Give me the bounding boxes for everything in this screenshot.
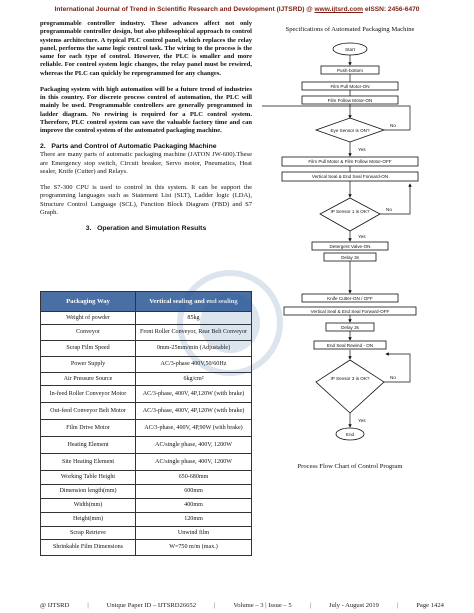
table-cell-parameter: In-feed Roller Conveyor Motor: [41, 386, 136, 403]
table-cell-value: AC/3-phase, 400V, 4P,120W (with brake): [136, 403, 252, 420]
flow-node-end: End: [345, 432, 355, 437]
table-cell-value: 6kg/cm²: [136, 373, 252, 386]
table-cell-value: Front Roller Conveyor, Rear Belt Conveyor: [136, 325, 252, 341]
table-row: [41, 437, 252, 454]
flow-node-vertical-seal-off: Vertical Seal & End Seal Forward-OFF: [310, 309, 390, 314]
table-cell-parameter: Shrinkable Film Dimensions: [41, 540, 136, 556]
table-cell-value: 0mm-25mm/min (Adjustable): [136, 341, 252, 357]
table-cell-value: 650-680mm: [136, 471, 252, 485]
left-column: [40, 20, 252, 234]
flow-label-no: No: [386, 207, 392, 212]
table-row: [41, 420, 252, 437]
table-row: [41, 454, 252, 471]
flowchart-caption: Process Flow Chart of Control Program: [297, 463, 403, 470]
table-row: [41, 403, 252, 420]
table-cell-parameter: Power Supply: [41, 357, 136, 373]
page-footer: @ IJTSRD | Unique Paper ID – IJTSRD26652 | Volume – 3 | Issue – 5 | July - August 2019 | Page 1424: [40, 602, 444, 609]
paragraph-machine-parts: There are many parts of automatic packaging machine (JATON JW-600).These are Emergency stop switch, Circuit breaker, Servo motor, Pneumatics, Heat sealer, Knife (Cutter) and Relays.: [40, 151, 252, 175]
flow-node-motors-off: Film Pull Motor & Film Follow Motor-OFF: [308, 159, 392, 164]
table-cell-value: AC/3-phase, 400V, 4P,120W (with brake): [136, 386, 252, 403]
flow-node-delay-1: Delay 3s: [341, 255, 359, 260]
table-cell-parameter: Site Heating Element: [41, 454, 136, 471]
table-cell-value: W=750 m/m (max.): [136, 540, 252, 556]
flow-node-detergent-valve: Detergent Valve-ON: [329, 244, 371, 249]
table-cell-parameter: Scrap Film Speed: [41, 341, 136, 357]
footer-date: July - August 2019: [328, 602, 379, 609]
table-cell-parameter: Width(mm): [41, 499, 136, 513]
flow-node-end-seal-rewind: End Seal Rewind - ON: [326, 343, 374, 348]
table-cell-value: 120mm: [136, 513, 252, 527]
journal-header: [0, 6, 474, 13]
right-column: [262, 20, 438, 33]
journal-name: International Journal of Trend in Scientific Research and Development (IJTSRD) @: [54, 6, 315, 13]
journal-eissn: eISSN: 2456-6470: [363, 6, 420, 13]
flow-node-knife-cutter: Knife Cutter-ON / OFF: [327, 296, 373, 301]
process-flow-chart: [262, 38, 438, 458]
flow-decision-ip-sensor-1: IP Sensor 1 is OK?: [330, 209, 370, 214]
table-cell-parameter: Weight of powder: [41, 312, 136, 325]
flow-node-film-follow: Film Follow Motor-ON: [327, 98, 373, 103]
section-heading-parts: 2. Parts and Control of Automatic Packaging Machine: [40, 143, 217, 151]
flowchart-title: Specifications of Automated Packaging Machine: [285, 26, 415, 33]
table-cell-parameter: Dimension length(mm): [41, 485, 136, 499]
table-cell-parameter: Working Table Height: [41, 471, 136, 485]
footer-volume: Volume – 3 | Issue – 5: [233, 602, 292, 609]
flow-node-start: Start: [345, 47, 355, 52]
flow-label-yes: Yes: [358, 418, 366, 423]
table-cell-parameter: Conveyor: [41, 325, 136, 341]
table-cell-parameter: Out-feed Conveyor Belt Motor: [41, 403, 136, 420]
flow-label-no: No: [390, 123, 396, 128]
section-heading-results: 3. Operation and Simulation Results: [85, 225, 207, 232]
flow-node-vertical-seal-on: Vertical Seal & End Seal Forward-ON: [311, 174, 389, 179]
flow-label-no: No: [390, 375, 396, 380]
table-cell-value: AC/3-phase, 400V, 4P,90W (with brake): [136, 420, 252, 437]
table-header-cell: Packaging Way: [41, 292, 136, 312]
flow-node-film-pull: Film Pull Motor-ON: [330, 84, 370, 89]
table-cell-parameter: Heating Element: [41, 437, 136, 454]
flow-label-yes: Yes: [358, 234, 366, 239]
table-row: [41, 499, 252, 513]
table-cell-value: AC/single phase, 400V, 1200W: [136, 437, 252, 454]
paragraph-plc-advances: programmable controller industry. These advances affect not only programmable controller design, but also philosophical approach to control systems architecture. A typical PLC control panel, which replaces the relay panel, performs the same logic control task. The wiring to the process is the same for each type of control. However, the PLC is smaller and more reliable. For control system logic changes, the relay panel must be rewired, whereas the PLC can quickly be reprogrammed for any changes.: [40, 20, 252, 77]
footer-paper-id: Unique Paper ID – IJTSRD26652: [106, 602, 197, 609]
paragraph-s7-cpu: The S7-300 CPU is used to control in this system. It can be support the programming languages such as Statement List (SLT), Ladder logic (LDA), Structure Control Language (SCL), Function Block Diagram (FBD) and S7 Graph.: [40, 184, 252, 216]
table-cell-value: Unwind film: [136, 527, 252, 540]
table-row: [41, 471, 252, 485]
table-row: [41, 485, 252, 499]
table-header-cell: Vertical sealing and end sealing: [136, 292, 252, 312]
table-cell-parameter: Scrap Retrieve: [41, 527, 136, 540]
flow-decision-ip-sensor-3: IP Sensor 3 is OK?: [330, 376, 370, 381]
table-cell-value: 85kg: [136, 312, 252, 325]
table-cell-value: AC/single phase, 400V, 1200W: [136, 454, 252, 471]
flow-node-delay-2: Delay 3s: [341, 325, 359, 330]
table-row: [41, 513, 252, 527]
table-row: [41, 540, 252, 556]
table-row: [41, 527, 252, 540]
table-cell-value: AC/3-phase 400V,50/60Hz: [136, 357, 252, 373]
table-cell-parameter: Air Pressure Source: [41, 373, 136, 386]
flow-decision-eye-sensor: Eye Sensor is ON?: [330, 128, 370, 133]
table-cell-parameter: Film Drive Motor: [41, 420, 136, 437]
table-cell-value: 600mm: [136, 485, 252, 499]
footer-journal: @ IJTSRD: [40, 602, 70, 609]
footer-page-number: Page 1424: [416, 602, 444, 609]
journal-url-link[interactable]: www.ijtsrd.com: [314, 6, 363, 13]
table-cell-value: 400mm: [136, 499, 252, 513]
flow-node-push-button: Push-bottom: [336, 68, 364, 73]
table-row: [41, 386, 252, 403]
paragraph-packaging-system: Packaging system with high automation will be a future trend of industries in this country. For discrete process control of automation, the PLC will mainly be used. Programmable controllers are generally programmed in ladder diagram. No rewiring is required for a PLC control system. Therefore, PLC control system can save the valuable factory time and can improve the control system of the automated packaging machine.: [40, 85, 252, 134]
table-cell-parameter: Height(mm): [41, 513, 136, 527]
flow-label-yes: Yes: [358, 147, 366, 152]
